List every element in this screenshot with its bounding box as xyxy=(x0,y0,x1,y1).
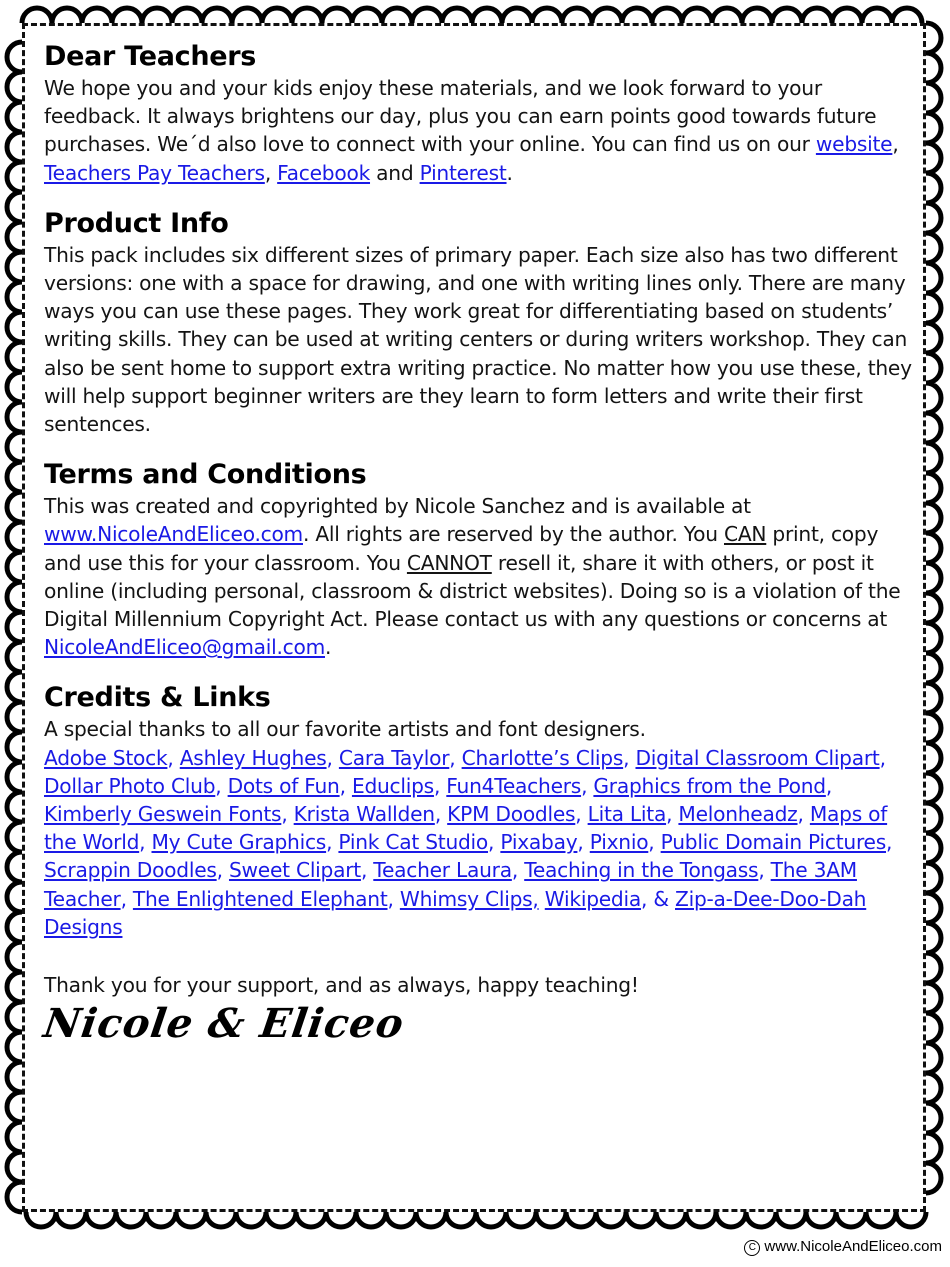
separator: , xyxy=(488,830,501,855)
credit-link[interactable]: Graphics from the Pond xyxy=(593,773,826,798)
separator: , xyxy=(215,773,228,798)
credit-link[interactable]: Scrappin Doodles xyxy=(44,858,217,883)
separator: , xyxy=(120,886,133,911)
footer-site: www.NicoleAndEliceo.com xyxy=(764,1238,942,1255)
separator: , xyxy=(433,773,447,798)
separator: , xyxy=(167,745,180,770)
credit-link[interactable]: Whimsy Clips, xyxy=(399,886,539,911)
dear-teachers-text xyxy=(44,74,914,187)
product-info-text: This pack includes six different sizes of primary paper. Each size also has two different versions: one with a space for drawing, and one with writing lines only. There are many ways you can use these pages. They work great for differentiating based on students’ writing skills. They can be used at writing centers or during writers workshop. They can also be sent home to support extra writing practice. No matter how you use these, they will help support beginner writers are they learn to form letters and write their first sentences. xyxy=(44,242,912,437)
credit-link[interactable]: Educlips xyxy=(351,773,434,798)
separator: , xyxy=(581,773,594,798)
teachers-pay-teachers-link[interactable]: Teachers Pay Teachers xyxy=(44,160,265,185)
separator: , xyxy=(825,773,833,798)
separator: , xyxy=(216,858,229,883)
credit-link[interactable]: Lita Lita xyxy=(587,802,667,827)
credit-link[interactable]: Teaching in the Tongass xyxy=(524,858,759,883)
credit-link[interactable]: Pixabay xyxy=(500,830,578,855)
credit-link[interactable]: Zip-a-Dee-Doo-Dah Designs xyxy=(44,886,867,939)
terms-body-1: This was created and copyrighted by Nicole Sanchez and is available at xyxy=(44,494,751,519)
credit-link[interactable]: Dollar Photo Club xyxy=(44,773,216,798)
credits-intro: A special thanks to all our favorite artists and font designers. xyxy=(44,717,646,742)
period: . xyxy=(506,160,513,185)
separator: , xyxy=(886,830,893,855)
credit-links-list xyxy=(44,744,914,941)
pinterest-link[interactable]: Pinterest xyxy=(419,160,507,185)
credit-link[interactable]: Dots of Fun xyxy=(227,773,340,798)
separator: , xyxy=(879,745,886,770)
credit-link[interactable]: The 3AM Teacher xyxy=(44,858,857,911)
terms-body-4: resell it, share it with others, or post it online (including personal, classroom & district websites). Doing so is a violation of the Digital Millennium Copyright Act. Please contact us with any questions or concerns at xyxy=(44,550,901,632)
separator: , xyxy=(139,830,152,855)
facebook-link[interactable]: Facebook xyxy=(277,160,371,185)
ampersand: & xyxy=(653,886,675,911)
copyright-icon: C xyxy=(744,1240,760,1256)
credit-link[interactable]: Wikipedia xyxy=(544,886,641,911)
section-dear-teachers xyxy=(44,40,914,187)
section-credits xyxy=(44,681,914,941)
closing-thanks: Thank you for your support, and as always, happy teaching! xyxy=(44,973,639,998)
footer-copyright xyxy=(744,1238,942,1256)
credit-link[interactable]: Cara Taylor xyxy=(338,745,450,770)
separator: , xyxy=(797,802,810,827)
can-emphasis: CAN xyxy=(724,522,767,547)
credit-link[interactable]: My Cute Graphics xyxy=(151,830,327,855)
heading-dear-teachers: Dear Teachers xyxy=(44,41,257,72)
credit-link[interactable]: Melonheadz xyxy=(678,802,798,827)
terms-body-2: . All rights are reserved by the author. You xyxy=(302,522,724,547)
dear-teachers-body: We hope you and your kids enjoy these materials, and we look forward to your feedback. It always brightens our day, plus you can earn points good towards future purchases. We´d also love to connect with your online. You can find us on our xyxy=(44,76,877,157)
separator: , xyxy=(575,802,588,827)
credit-link[interactable]: Fun4Teachers xyxy=(446,773,582,798)
separator: , xyxy=(758,858,771,883)
separator: , xyxy=(623,745,636,770)
terms-text xyxy=(44,492,914,661)
credit-link[interactable]: Kimberly Geswein Fonts xyxy=(44,802,282,827)
separator: and xyxy=(370,160,420,185)
separator: , xyxy=(892,132,899,157)
credit-link[interactable]: Public Domain Pictures xyxy=(660,830,886,855)
credit-link[interactable]: Digital Classroom Clipart xyxy=(635,745,880,770)
separator: , xyxy=(640,886,654,911)
separator: , xyxy=(666,802,679,827)
email-link[interactable]: NicoleAndEliceo@gmail.com xyxy=(44,635,325,660)
separator: , xyxy=(326,745,339,770)
terms-body-3: print, copy and use this for your classroom. You xyxy=(44,522,879,575)
separator: , xyxy=(511,858,525,883)
section-product-info xyxy=(44,207,914,438)
credit-link[interactable]: Pixnio xyxy=(589,830,649,855)
separator: , xyxy=(577,830,590,855)
separator: , xyxy=(387,886,400,911)
document-content xyxy=(40,40,914,1048)
credit-link[interactable]: Pink Cat Studio xyxy=(338,830,489,855)
separator: , xyxy=(281,802,294,827)
heading-terms: Terms and Conditions xyxy=(44,459,367,491)
website-link[interactable]: website xyxy=(815,132,893,157)
period: . xyxy=(325,635,332,660)
credit-link[interactable]: Sweet Clipart xyxy=(228,858,361,883)
separator: , xyxy=(648,830,661,855)
credit-link[interactable]: Adobe Stock xyxy=(44,745,168,770)
credit-link[interactable]: Teacher Laura xyxy=(373,858,512,883)
site-link[interactable]: www.NicoleAndEliceo.com xyxy=(44,522,303,547)
credit-link[interactable]: Krista Wallden xyxy=(293,802,435,827)
section-terms xyxy=(44,458,914,661)
separator: , xyxy=(326,830,339,855)
heading-product-info: Product Info xyxy=(44,207,229,239)
credit-link[interactable]: Ashley Hughes xyxy=(179,745,327,770)
separator: , xyxy=(434,802,448,827)
credit-link[interactable]: Maps of the World xyxy=(44,802,888,855)
separator: , xyxy=(264,160,278,185)
signature: Nicole & Eliceo xyxy=(40,1000,408,1048)
separator: , xyxy=(339,773,352,798)
cannot-emphasis: CANNOT xyxy=(406,550,492,575)
credit-link[interactable]: The Enlightened Elephant xyxy=(132,886,388,911)
credit-link[interactable]: KPM Doodles xyxy=(447,802,576,827)
separator: , xyxy=(360,858,374,883)
separator: , xyxy=(449,745,462,770)
credit-link[interactable]: Charlotte’s Clips xyxy=(461,745,624,770)
heading-credits: Credits & Links xyxy=(44,682,271,714)
